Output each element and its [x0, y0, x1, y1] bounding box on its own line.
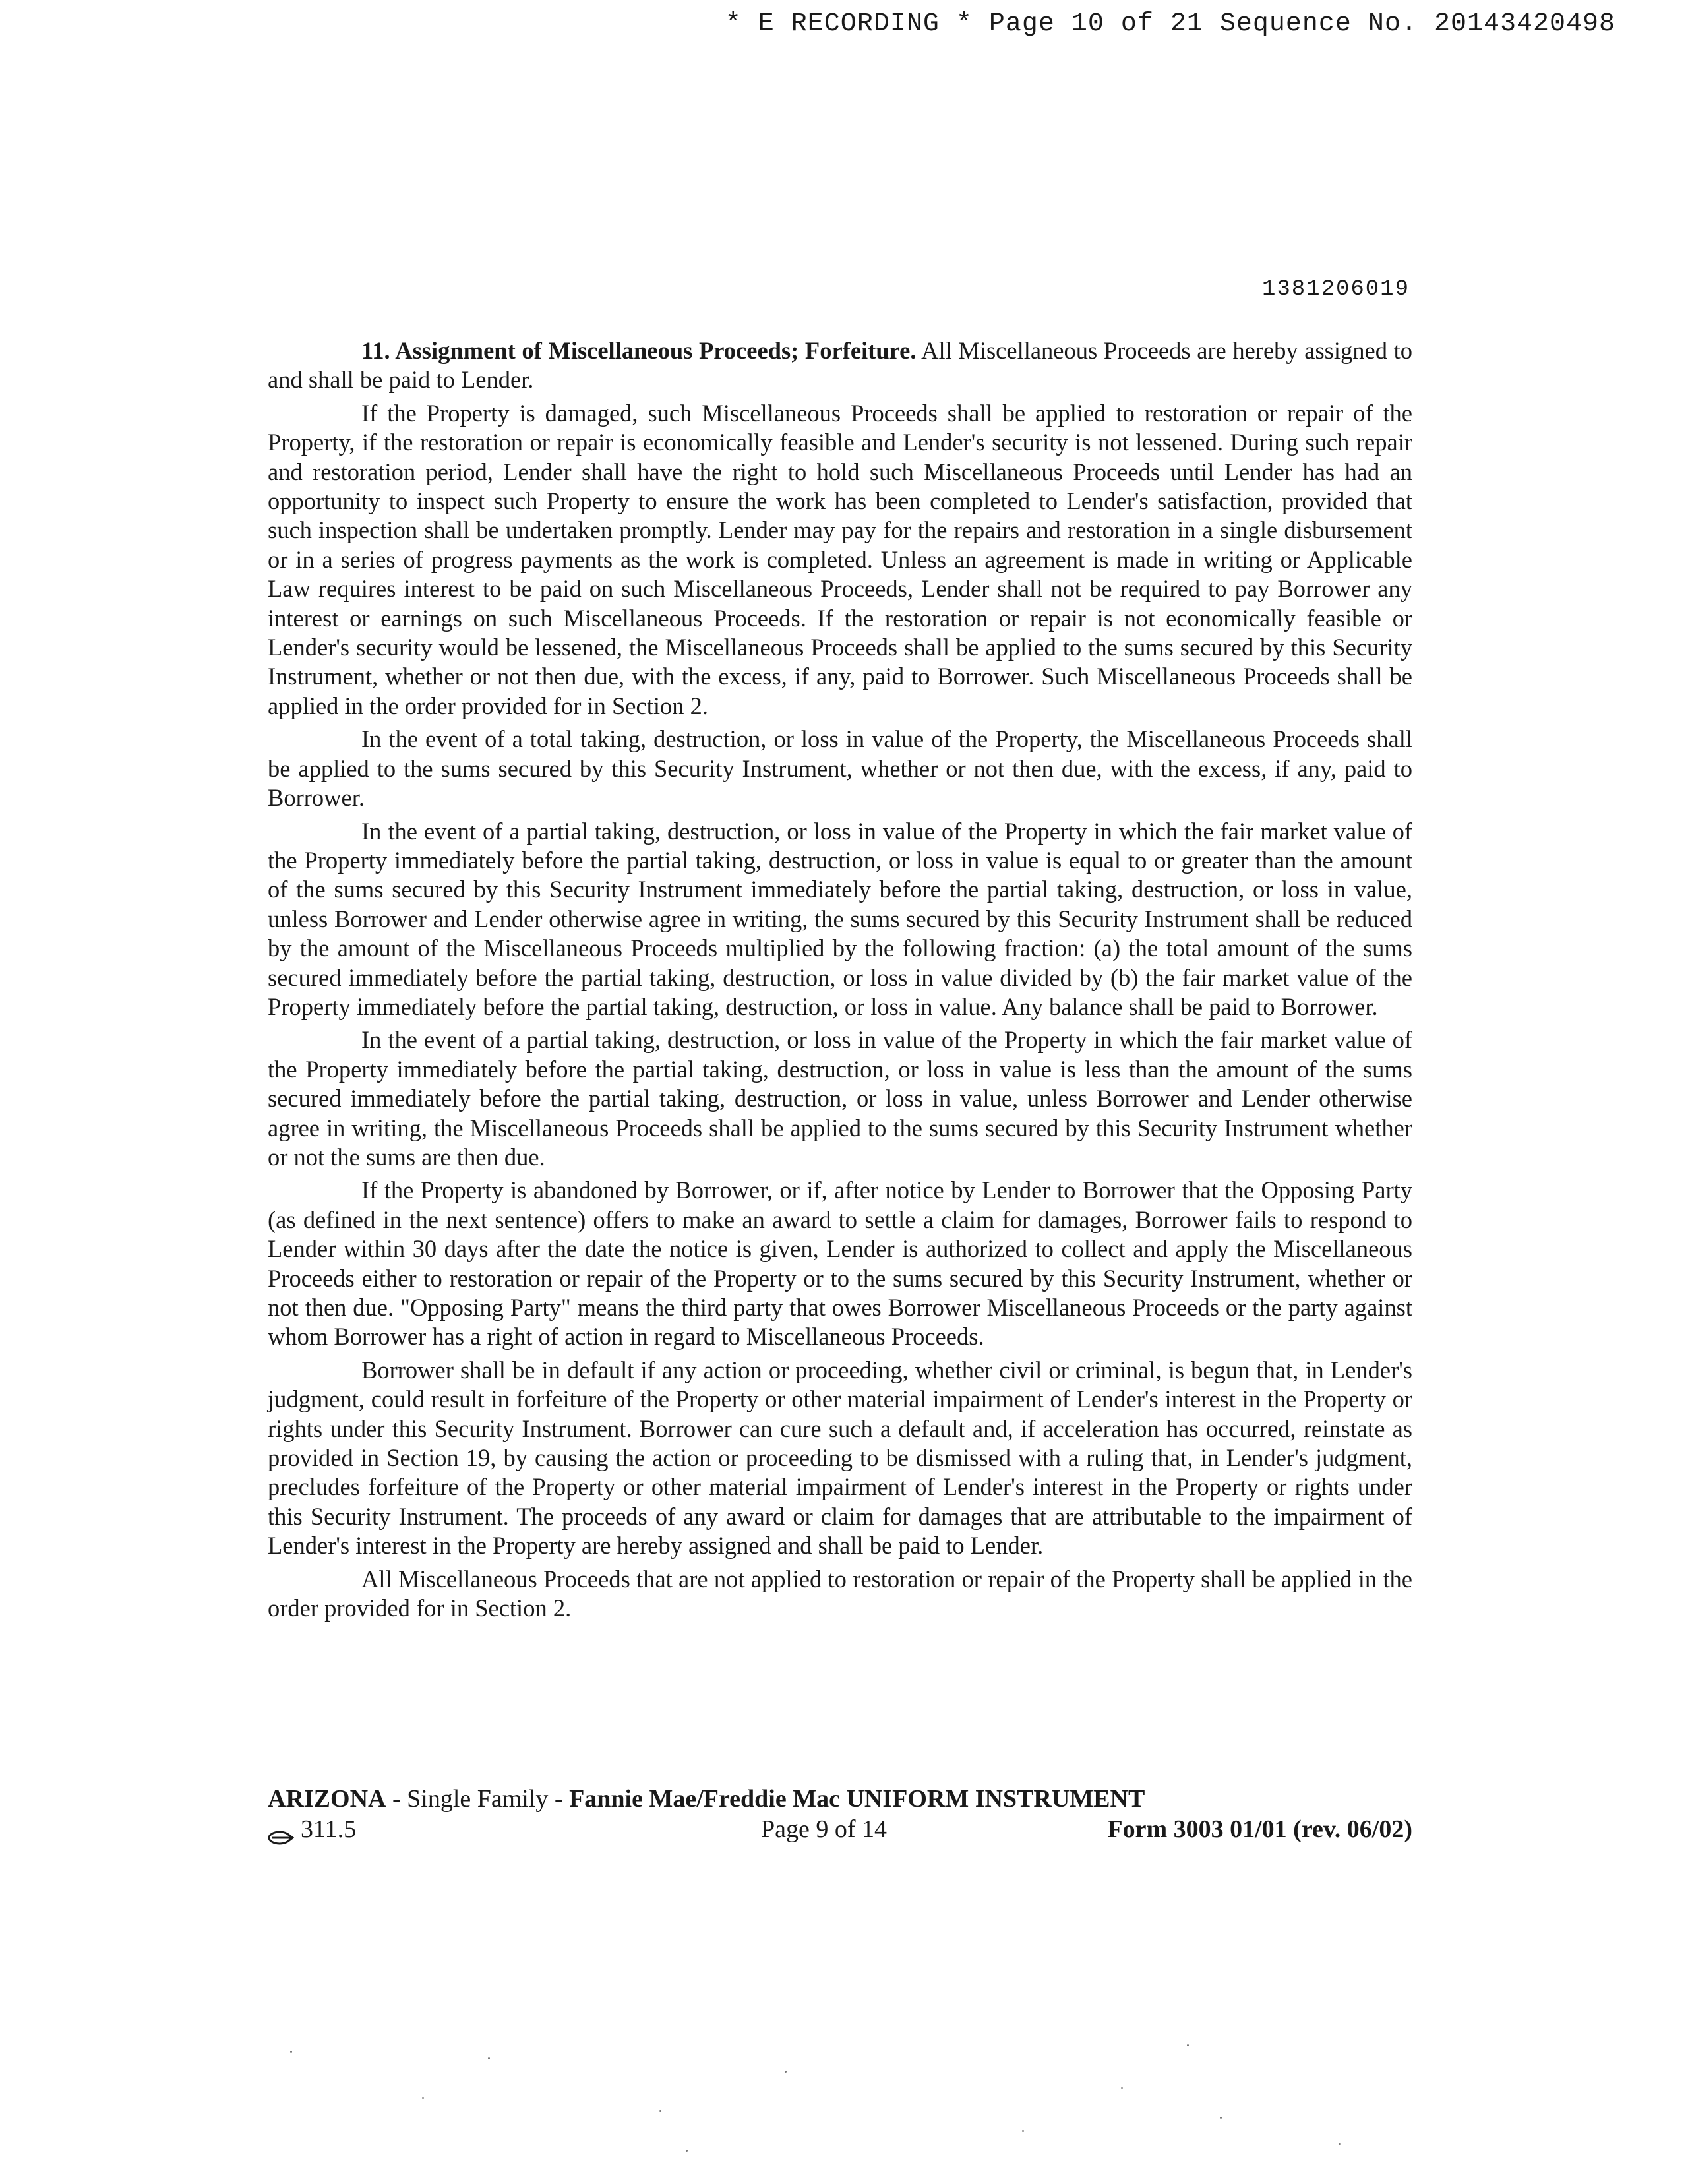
footer-title-line	[268, 1784, 1412, 1813]
form-footer	[268, 1784, 1412, 1846]
scan-speck	[1339, 2143, 1341, 2145]
footer-instrument: Fannie Mae/Freddie Mac UNIFORM INSTRUMENT	[569, 1785, 1145, 1813]
paragraph-unapplied-proceeds: All Miscellaneous Proceeds that are not applied to restoration or repair of the Property shall be applied in the order provided for in Section 2.	[268, 1565, 1412, 1622]
paragraph-total-taking: In the event of a total taking, destruction, or loss in value of the Property, the Miscellaneous Proceeds shall be applied to the sums secured by this Security Instrument, whether or not then due, with the excess, if any, paid to Borrower.	[268, 725, 1412, 812]
scan-speck	[686, 2150, 688, 2152]
section-heading: 11. Assignment of Miscellaneous Proceeds; Forfeiture.	[361, 337, 917, 364]
footer-separator: -	[548, 1785, 570, 1813]
scan-speck	[785, 2071, 787, 2073]
paragraph-damage: If the Property is damaged, such Miscellaneous Proceeds shall be applied to restoration or repair of the Property, if the restoration or repair is economically feasible and Lender's security is not lessened. During such repair and restoration period, Lender shall have the right to hold such Miscellaneous Proceeds until Lender has had an opportunity to inspect such Property to ensure the work has been completed to Lender's satisfaction, provided that such inspection shall be undertaken promptly. Lender may pay for the repairs and restoration in a single disbursement or in a series of progress payments as the work is completed. Unless an agreement is made in writing or Applicable Law requires interest to be paid on such Miscellaneous Proceeds, Lender shall not be required to pay Borrower any interest or earnings on such Miscellaneous Proceeds. If the restoration or repair is not economically feasible or Lender's security would be lessened, the Miscellaneous Proceeds shall be applied to the sums secured by this Security Instrument, whether or not then due, with the excess, if any, paid to Borrower. Such Miscellaneous Proceeds shall be applied in the order provided for in Section 2.	[268, 399, 1412, 719]
scan-speck	[1121, 2087, 1123, 2089]
scan-speck	[422, 2097, 424, 2099]
section-intro-paragraph	[268, 336, 1412, 395]
scan-speck	[1220, 2117, 1222, 2119]
scan-speck	[659, 2110, 661, 2112]
paragraph-default: Borrower shall be in default if any action or proceeding, whether civil or criminal, is begun that, in Lender's judgment, could result in forfeiture of the Property or other material impairment of Lender's interest in the Property or rights under this Security Instrument. Borrower can cure such a default and, if acceleration has occurred, reinstate as provided in Section 19, by causing the action or proceeding to be dismissed with a ruling that, in Lender's judgment, precludes forfeiture of the Property or other material impairment of Lender's interest in the Property or rights under this Security Instrument. The proceeds of any award or claim for damages that are attributable to the impairment of Lender's interest in the Property are hereby assigned and shall be paid to Lender.	[268, 1356, 1412, 1560]
page-info: Page 9 of 14	[761, 1815, 888, 1843]
section-intro: All Miscellaneous Proceeds are hereby assigned to and shall be paid to Lender.	[268, 337, 1412, 394]
footer-separator: -	[386, 1785, 407, 1813]
section-body	[268, 336, 1412, 1627]
footer-info-line	[268, 1815, 1412, 1846]
footer-state: ARIZONA	[268, 1785, 386, 1813]
paragraph-partial-taking-greater: In the event of a partial taking, destruction, or loss in value of the Property in which the fair market value of the Property immediately before the partial taking, destruction, or loss in value is equal to or greater than the amount of the sums secured by this Security Instrument immediately before the partial taking, destruction, or loss in value, unless Borrower and Lender otherwise agree in writing, the sums secured by this Security Instrument shall be reduced by the amount of the Miscellaneous Proceeds multiplied by the following fraction: (a) the total amount of the sums secured immediately before the partial taking, destruction, or loss in value divided by (b) the fair market value of the Property immediately before the partial taking, destruction, or loss in value. Any balance shall be paid to Borrower.	[268, 817, 1412, 1020]
loan-number: 1381206019	[1261, 277, 1410, 302]
form-number: Form 3003 01/01 (rev. 06/02)	[1107, 1815, 1412, 1843]
form-code	[268, 1815, 356, 1844]
footer-property-type: Single Family	[407, 1785, 549, 1813]
scan-speck	[290, 2051, 292, 2053]
scan-speck	[1187, 2044, 1189, 2046]
vmp-logo-icon	[268, 1823, 294, 1839]
form-code-number: 311.5	[301, 1815, 357, 1843]
scan-speck	[488, 2057, 490, 2059]
paragraph-partial-taking-less: In the event of a partial taking, destruction, or loss in value of the Property in which the fair market value of the Property immediately before the partial taking, destruction, or loss in value is less than the amount of the sums secured immediately before the partial taking, destruction, or loss in value, unless Borrower and Lender otherwise agree in writing, the Miscellaneous Proceeds shall be applied to the sums secured by this Security Instrument whether or not the sums are then due.	[268, 1026, 1412, 1170]
paragraph-abandonment: If the Property is abandoned by Borrower, or if, after notice by Lender to Borrower that the Opposing Party (as defined in the next sentence) offers to make an award to settle a claim for damages, Borrower fails to respond to Lender within 30 days after the date the notice is given, Lender is authorized to collect and apply the Miscellaneous Proceeds either to restoration or repair of the Property or to the sums secured by this Security Instrument, whether or not then due. "Opposing Party" means the third party that owes Borrower Miscellaneous Proceeds or the party against whom Borrower has a right of action in regard to Miscellaneous Proceeds.	[268, 1176, 1412, 1350]
scan-speck	[1022, 2130, 1024, 2132]
recording-stamp: * E RECORDING * Page 10 of 21 Sequence No. 20143420498	[725, 9, 1615, 39]
